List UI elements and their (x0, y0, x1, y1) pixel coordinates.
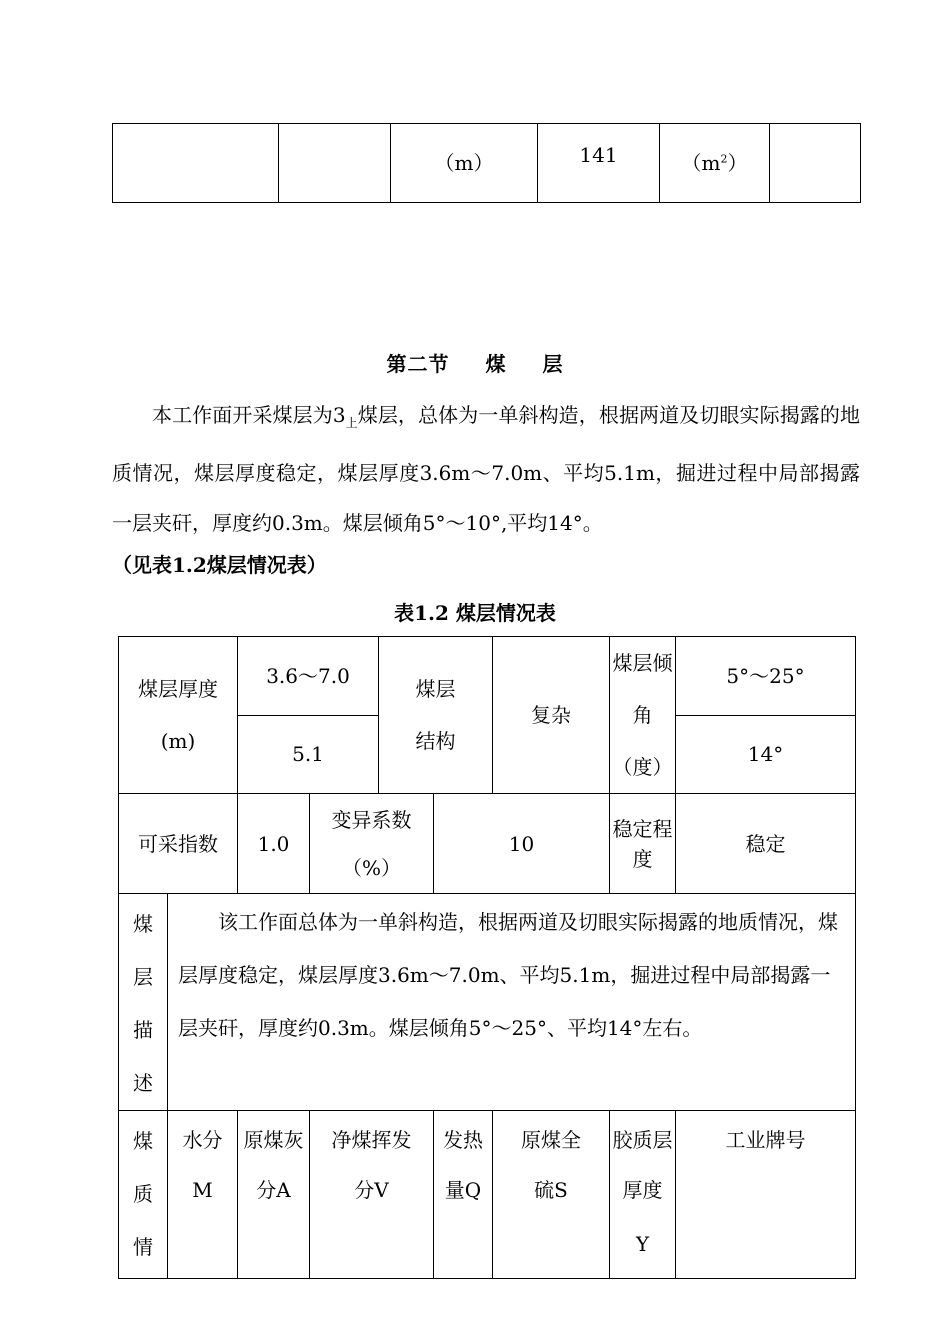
paragraph-text-rest: 煤层，总体为一单斜构造，根据两道及切眼实际揭露的地质情况，煤层厚度稳定，煤层厚度3.6m～7.0m、平均5.1m，掘进过程中局部揭露一层夹矸，厚度约0.3m。煤层倾角5°～10°,平均14°。 (112, 403, 860, 535)
thickness-average: 5.1 (238, 715, 379, 794)
thickness-unit: (m) (160, 729, 196, 753)
header-line: 原煤灰 (243, 1128, 304, 1152)
variation-unit: （%） (341, 855, 401, 880)
coal-seam-table (118, 636, 856, 1279)
table-row (113, 124, 861, 203)
table-row (119, 894, 856, 1111)
description-label-char: 描 (133, 1018, 153, 1042)
header-line: 原煤全 (521, 1128, 581, 1152)
table-caption: 表1.2 煤层情况表 (394, 601, 556, 625)
dip-label-cell (610, 637, 676, 794)
header-line: 分A (256, 1178, 291, 1202)
header-line: 净煤挥发 (331, 1128, 412, 1152)
mineable-value: 1.0 (238, 794, 310, 894)
thickness-range: 3.6～7.0 (238, 637, 379, 716)
variation-label-cell (310, 794, 434, 894)
quality-label-char: 质 (133, 1182, 153, 1206)
table-row (119, 1111, 856, 1279)
header-line: 发热 (443, 1128, 483, 1152)
quality-header-moisture (168, 1111, 238, 1279)
mineable-label: 可采指数 (119, 794, 238, 894)
quality-header-grade (676, 1111, 856, 1279)
quality-label (119, 1111, 168, 1279)
quality-header-ash (238, 1111, 310, 1279)
variation-value: 10 (434, 794, 610, 894)
description-label (119, 894, 168, 1111)
stability-value: 稳定 (676, 794, 856, 894)
section-word-2: 层 (542, 352, 564, 376)
table-row (119, 794, 856, 894)
description-label-char: 层 (133, 965, 153, 989)
header-line: 分V (354, 1178, 389, 1202)
description-label-char: 煤 (133, 912, 153, 936)
section-number: 第二节 (386, 352, 450, 376)
structure-label-cell (379, 637, 493, 794)
table-cell (279, 124, 391, 203)
top-table-fragment (112, 123, 861, 203)
section-heading (0, 348, 950, 377)
dip-range: 5°～25° (676, 637, 856, 716)
quality-header-colloid (610, 1111, 676, 1279)
thickness-label-cell (119, 637, 238, 794)
quality-label-char: 情 (133, 1235, 153, 1259)
dip-unit: （度） (612, 755, 673, 779)
quality-label-char: 煤 (133, 1129, 153, 1153)
table-cell: 141 (538, 124, 660, 203)
quality-header-sulfur (493, 1111, 610, 1279)
table-cell: （m） (391, 124, 538, 203)
quality-header-volatile (310, 1111, 434, 1279)
header-line: 量Q (444, 1178, 482, 1202)
table-cell (113, 124, 279, 203)
description-label-char: 述 (133, 1071, 153, 1095)
unit-text-close: ） (727, 151, 748, 175)
thickness-label: 煤层厚度 (138, 677, 218, 701)
structure-value: 复杂 (493, 637, 610, 794)
unit-text: （m (681, 151, 721, 175)
structure-label: 煤层 (415, 677, 456, 701)
unit-superscript: 2 (720, 152, 728, 166)
section-word-1: 煤 (485, 352, 507, 376)
description-text: 该工作面总体为一单斜构造，根据两道及切眼实际揭露的地质情况，煤层厚度稳定，煤层厚度3.6m～7.0m、平均5.1m，掘进过程中局部揭露一层夹矸，厚度约0.3m。煤层倾角5°～25°、平均14°左右。 (168, 894, 856, 1111)
header-line: 工业牌号 (725, 1128, 806, 1152)
table-reference-note: （见表1.2煤层情况表） (112, 553, 327, 577)
header-line: 厚度 (622, 1178, 663, 1202)
table-cell (770, 124, 861, 203)
structure-label-2: 结构 (415, 729, 456, 753)
dip-average: 14° (676, 715, 856, 794)
body-paragraph (112, 390, 860, 548)
header-line: Y (635, 1232, 650, 1256)
stability-label: 稳定程度 (610, 794, 676, 894)
variation-label: 变异系数 (331, 807, 412, 832)
header-line: 硫S (534, 1178, 568, 1202)
header-line: 胶质层 (612, 1128, 673, 1152)
table-row (119, 637, 856, 716)
header-line: M (192, 1178, 213, 1202)
paragraph-text-start: 本工作面开采煤层为3 (152, 403, 346, 427)
seam-subscript: 上 (345, 416, 358, 430)
quality-header-calorific (434, 1111, 493, 1279)
dip-label: 煤层倾角 (612, 651, 673, 727)
header-line: 水分 (182, 1128, 223, 1152)
table-cell (660, 124, 770, 203)
